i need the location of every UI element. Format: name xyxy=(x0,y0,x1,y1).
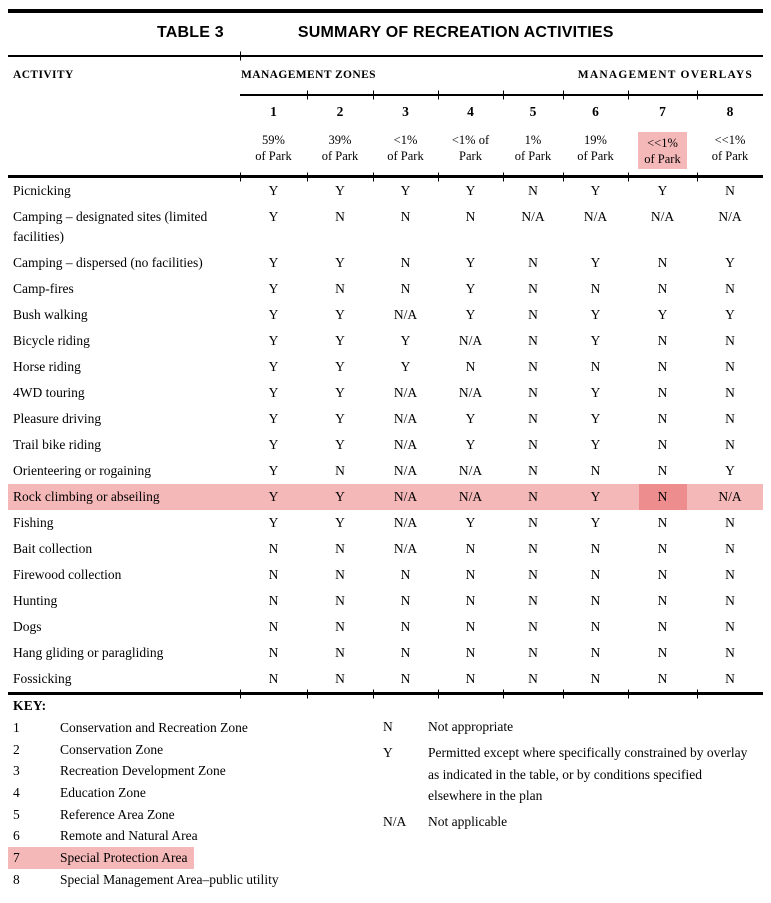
activity-label: Fishing xyxy=(13,515,54,530)
value-cell: N/A xyxy=(393,515,418,530)
activity-label: Hunting xyxy=(13,593,58,608)
value-cell: Y xyxy=(590,515,601,530)
value-cell: N xyxy=(590,463,601,478)
value-cell: N/A xyxy=(718,489,742,504)
value-cell: N xyxy=(335,671,345,686)
value-cell: Y xyxy=(268,307,279,322)
column-tick xyxy=(628,91,629,100)
value-cell: N xyxy=(528,619,538,634)
value-cell: Y xyxy=(590,333,601,348)
value-cell: N xyxy=(528,281,538,296)
key-zone-number: 5 xyxy=(13,806,20,822)
value-cell: N xyxy=(657,671,668,686)
percent-line: of Park xyxy=(321,149,359,163)
management-zones-header: MANAGEMENT ZONES xyxy=(241,69,376,81)
value-cell: N xyxy=(725,183,735,198)
percent-line: <1% of xyxy=(451,133,490,147)
column-tick xyxy=(438,91,439,100)
value-cell: N xyxy=(657,411,668,426)
value-cell: N xyxy=(528,489,538,504)
activity-label: Orienteering or rogaining xyxy=(13,463,151,478)
percent-line: of Park xyxy=(255,149,292,163)
value-cell: N/A xyxy=(393,489,418,504)
column-tick xyxy=(503,91,504,100)
management-overlays-header: MANAGEMENT OVERLAYS xyxy=(577,69,753,81)
percent-text xyxy=(503,132,563,164)
value-cell: N xyxy=(657,619,668,634)
value-cell: N xyxy=(268,567,279,582)
value-cell: Y xyxy=(268,385,279,400)
value-cell: N xyxy=(528,411,538,426)
value-cell: N xyxy=(590,645,601,660)
value-cell: N/A xyxy=(650,209,675,224)
value-cell: N xyxy=(725,515,735,530)
value-cell: N xyxy=(465,645,476,660)
column-tick xyxy=(628,172,629,181)
value-cell: N xyxy=(590,567,601,582)
key-code-item xyxy=(383,811,758,833)
key-zone-number: 7 xyxy=(13,850,20,866)
column-group-headers xyxy=(8,57,763,94)
value-cell: Y xyxy=(590,307,601,322)
percent-line: Park xyxy=(459,149,482,163)
column-tick xyxy=(307,91,308,100)
value-cell: Y xyxy=(465,255,476,270)
value-cell: N/A xyxy=(393,307,418,322)
zone-number-cell: 4 xyxy=(467,104,474,119)
activity-label: Picnicking xyxy=(13,183,71,198)
value-cell: N xyxy=(657,333,668,348)
key-zone-number: 2 xyxy=(13,741,20,757)
value-cell: Y xyxy=(400,183,411,198)
value-cell: N xyxy=(268,619,279,634)
percent-of-park-row xyxy=(8,128,763,175)
value-cell: N xyxy=(657,593,668,608)
value-cell: Y xyxy=(465,411,476,426)
value-cell: N xyxy=(725,437,735,452)
value-cell: N xyxy=(528,307,538,322)
key-zone-label: Conservation Zone xyxy=(60,741,164,757)
table-row xyxy=(8,406,763,432)
value-cell: Y xyxy=(725,463,735,478)
value-cell: N xyxy=(657,645,668,660)
value-cell: Y xyxy=(335,489,345,504)
value-cell: Y xyxy=(657,183,668,198)
activity-label: Firewood collection xyxy=(13,567,122,582)
value-cell: Y xyxy=(657,307,668,322)
value-cell: N xyxy=(528,593,538,608)
percent-line: 39% xyxy=(328,133,352,147)
activity-label: 4WD touring xyxy=(13,385,85,400)
column-tick xyxy=(373,172,374,181)
column-tick xyxy=(563,91,564,100)
value-cell: Y xyxy=(725,255,735,270)
value-cell: N xyxy=(465,671,476,686)
key-zone-label: Education Zone xyxy=(60,785,146,801)
value-cell: N xyxy=(657,567,668,582)
value-cell: Y xyxy=(590,385,601,400)
percent-line: <1% xyxy=(393,133,418,147)
value-cell: N xyxy=(400,209,411,224)
key-zone-item xyxy=(8,804,182,826)
value-cell: N xyxy=(528,183,538,198)
value-cell: N xyxy=(528,437,538,452)
table-caption xyxy=(8,13,763,55)
value-cell: N xyxy=(528,463,538,478)
key-zone-label: Special Protection Area xyxy=(60,850,188,866)
horizontal-rule-top xyxy=(8,9,763,13)
value-cell: N/A xyxy=(393,411,418,426)
value-cell: N xyxy=(335,567,345,582)
activity-label: Bicycle riding xyxy=(13,333,90,348)
activity-label: Camp-fires xyxy=(13,281,74,296)
value-cell: N/A xyxy=(718,209,742,224)
value-cell: Y xyxy=(335,255,345,270)
key-zone-item xyxy=(8,782,153,804)
column-tick xyxy=(307,172,308,181)
table-row xyxy=(8,640,763,666)
value-cell: N/A xyxy=(393,385,418,400)
table-row xyxy=(8,614,763,640)
value-cell: N/A xyxy=(521,209,545,224)
percent-text xyxy=(438,132,503,164)
table-number: TABLE 3 xyxy=(157,24,224,41)
percent-text xyxy=(697,132,763,164)
value-cell: N xyxy=(400,619,411,634)
value-cell: Y xyxy=(268,333,279,348)
value-cell: Y xyxy=(465,515,476,530)
value-cell: Y xyxy=(590,183,601,198)
key-code-definition: Not applicable xyxy=(428,814,508,829)
value-cell: N xyxy=(528,333,538,348)
value-cell: Y xyxy=(590,489,601,504)
column-tick xyxy=(438,172,439,181)
value-cell: Y xyxy=(335,385,345,400)
value-cell: Y xyxy=(725,307,735,322)
percent-text xyxy=(240,132,307,164)
value-cell: N xyxy=(335,463,345,478)
value-cell: N xyxy=(657,437,668,452)
value-cell: N xyxy=(268,593,279,608)
percent-cell xyxy=(697,128,763,175)
value-cell: Y xyxy=(335,437,345,452)
key-zone-item xyxy=(8,869,286,891)
value-cell: N xyxy=(725,645,735,660)
document-page xyxy=(8,9,763,892)
key-code-symbol: N/A xyxy=(383,814,407,829)
value-cell: N xyxy=(465,593,476,608)
value-cell: N xyxy=(335,281,345,296)
zone-number-cell: 5 xyxy=(529,104,537,119)
table-row xyxy=(8,562,763,588)
value-cell: N xyxy=(528,645,538,660)
value-cell: N xyxy=(725,567,735,582)
value-cell: Y xyxy=(465,281,476,296)
value-cell: N xyxy=(590,359,601,374)
value-cell: N xyxy=(335,645,345,660)
percent-line: of Park xyxy=(711,149,749,163)
value-cell: N xyxy=(400,671,411,686)
percent-cell xyxy=(438,128,503,175)
value-cell: N xyxy=(725,359,735,374)
percent-text xyxy=(307,132,373,164)
value-cell: N xyxy=(335,593,345,608)
activity-label: Hang gliding or paragliding xyxy=(13,645,164,660)
table-row xyxy=(8,328,763,354)
value-cell: N xyxy=(725,671,735,686)
value-cell: N xyxy=(590,541,601,556)
highlighted-percent-cell xyxy=(638,132,686,169)
value-cell: Y xyxy=(268,489,279,504)
value-cell: N xyxy=(335,619,345,634)
percent-line: of Park xyxy=(514,149,552,163)
value-cell: N xyxy=(528,385,538,400)
value-cell: Y xyxy=(268,437,279,452)
activity-label: Camping – dispersed (no facilities) xyxy=(13,255,203,270)
value-cell: N xyxy=(725,281,735,296)
table-row xyxy=(8,666,763,692)
zone-number-cell: 6 xyxy=(592,104,599,119)
table-row xyxy=(8,432,763,458)
value-cell: Y xyxy=(590,411,601,426)
key-codes-list xyxy=(383,716,758,837)
value-cell: N xyxy=(465,541,476,556)
table-row xyxy=(8,178,763,204)
value-cell: Y xyxy=(335,411,345,426)
table-row xyxy=(8,458,763,484)
value-cell: N xyxy=(465,567,476,582)
value-cell: N/A xyxy=(458,333,483,348)
value-cell: N xyxy=(335,541,345,556)
table-row xyxy=(8,484,763,510)
zone-number-cell: 8 xyxy=(726,104,734,119)
activity-label: Pleasure driving xyxy=(13,411,102,426)
percent-line: of Park xyxy=(387,149,424,163)
key-zone-item xyxy=(8,760,233,782)
value-cell: N xyxy=(528,541,538,556)
value-cell: N xyxy=(725,411,735,426)
value-cell: N xyxy=(465,619,476,634)
spacer-cell xyxy=(8,96,240,128)
value-cell xyxy=(628,484,697,510)
value-cell: Y xyxy=(268,209,279,224)
value-cell: N xyxy=(335,209,345,224)
value-cell: Y xyxy=(465,307,476,322)
value-cell: N xyxy=(657,385,668,400)
activity-label: Bait collection xyxy=(13,541,93,556)
table-row xyxy=(8,380,763,406)
key-zone-number: 4 xyxy=(13,785,20,801)
value-cell: Y xyxy=(465,437,476,452)
percent-cell xyxy=(307,128,373,175)
value-cell: Y xyxy=(335,515,345,530)
value-cell: N xyxy=(268,645,279,660)
activity-label: Horse riding xyxy=(13,359,81,374)
value-cell: N xyxy=(590,619,601,634)
column-tick xyxy=(697,172,698,181)
key-code-symbol: Y xyxy=(383,745,393,760)
value-cell: N xyxy=(400,645,411,660)
highlighted-value-cell: N xyxy=(639,484,687,510)
key-zone-number: 3 xyxy=(13,763,20,779)
column-tick xyxy=(563,172,564,181)
activity-label: Dogs xyxy=(13,619,42,634)
value-cell: Y xyxy=(400,359,411,374)
zone-number-cell: 2 xyxy=(336,104,344,119)
activity-label: Rock climbing or abseiling xyxy=(13,489,160,504)
key-zone-item xyxy=(8,717,255,739)
value-cell: N xyxy=(725,333,735,348)
percent-cell xyxy=(240,128,307,175)
value-cell: N xyxy=(657,541,668,556)
zone-number-cell: 1 xyxy=(270,104,277,119)
key-zone-label: Remote and Natural Area xyxy=(60,828,198,844)
value-cell: N xyxy=(657,463,668,478)
page-title: SUMMARY OF RECREATION ACTIVITIES xyxy=(297,24,614,41)
value-cell: N xyxy=(400,567,411,582)
activity-column-header: ACTIVITY xyxy=(13,69,74,81)
percent-line: 19% xyxy=(584,133,607,147)
value-cell: N xyxy=(657,281,668,296)
value-cell: Y xyxy=(590,255,601,270)
value-cell: Y xyxy=(590,437,601,452)
percent-text xyxy=(563,132,628,164)
percent-line: 1% xyxy=(524,133,542,147)
activity-label: Camping – designated sites (limited facilities) xyxy=(13,209,208,244)
value-cell: N xyxy=(400,593,411,608)
table-row xyxy=(8,276,763,302)
value-cell: N xyxy=(528,671,538,686)
activity-label: Bush walking xyxy=(13,307,88,322)
activity-label: Trail bike riding xyxy=(13,437,102,452)
column-tick xyxy=(697,91,698,100)
value-cell: N xyxy=(528,515,538,530)
value-cell: N xyxy=(465,209,476,224)
percent-cell xyxy=(373,128,438,175)
activity-label: Fossicking xyxy=(13,671,72,686)
table-row xyxy=(8,250,763,276)
table-row xyxy=(8,510,763,536)
table-row xyxy=(8,536,763,562)
value-cell: N/A xyxy=(458,385,483,400)
key-zone-label: Reference Area Zone xyxy=(60,806,175,822)
value-cell: N/A xyxy=(583,209,608,224)
value-cell: Y xyxy=(268,411,279,426)
column-tick xyxy=(373,91,374,100)
value-cell: N xyxy=(400,255,411,270)
percent-cell xyxy=(628,128,697,175)
percent-line: <<1% xyxy=(714,133,746,147)
percent-line: 59% xyxy=(262,133,285,147)
zone-numbers-row xyxy=(8,96,763,128)
key-zone-label: Conservation and Recreation Zone xyxy=(60,720,248,735)
value-cell: N xyxy=(400,281,411,296)
value-cell: Y xyxy=(465,183,476,198)
table-row xyxy=(8,204,763,250)
key-section xyxy=(8,695,763,892)
key-zone-number: 1 xyxy=(13,720,20,735)
key-zone-item xyxy=(8,825,205,847)
value-cell: N xyxy=(590,671,601,686)
value-cell: N/A xyxy=(458,489,483,504)
value-cell: N/A xyxy=(458,463,483,478)
table-row xyxy=(8,354,763,380)
value-cell: N xyxy=(528,255,538,270)
percent-cell xyxy=(503,128,563,175)
value-cell: N xyxy=(268,671,279,686)
value-cell: Y xyxy=(268,463,279,478)
key-zone-label: Recreation Development Zone xyxy=(60,763,226,779)
value-cell: N xyxy=(590,281,601,296)
value-cell: Y xyxy=(268,255,279,270)
key-code-item xyxy=(383,716,758,738)
percent-text xyxy=(373,132,438,164)
value-cell: N xyxy=(725,385,735,400)
activity-table-body xyxy=(8,178,763,692)
value-cell: N/A xyxy=(393,437,418,452)
key-code-item xyxy=(383,742,758,807)
percent-cell xyxy=(563,128,628,175)
value-cell: N xyxy=(657,255,668,270)
key-zone-label: Special Management Area–public utility xyxy=(60,871,279,887)
value-cell: N xyxy=(657,359,668,374)
value-cell: N xyxy=(590,593,601,608)
value-cell: Y xyxy=(400,333,411,348)
value-cell: N xyxy=(657,515,668,530)
horizontal-rule xyxy=(8,175,763,178)
value-cell: N/A xyxy=(393,541,418,556)
percent-line: of Park xyxy=(577,149,614,163)
value-cell: N xyxy=(465,359,476,374)
value-cell: N xyxy=(725,593,735,608)
value-cell: N xyxy=(528,359,538,374)
value-cell: N xyxy=(725,541,735,556)
zone-number-cell: 3 xyxy=(402,104,409,119)
column-tick xyxy=(240,172,241,181)
key-zone-number: 6 xyxy=(13,828,20,844)
value-cell: Y xyxy=(335,183,345,198)
value-cell: Y xyxy=(335,307,345,322)
table-row xyxy=(8,588,763,614)
column-tick xyxy=(503,172,504,181)
value-cell: Y xyxy=(335,359,345,374)
zone-number-cell: 7 xyxy=(659,104,666,119)
value-cell: Y xyxy=(268,183,279,198)
value-cell: Y xyxy=(268,281,279,296)
key-zone-item xyxy=(8,847,194,869)
value-cell: N xyxy=(268,541,279,556)
value-cell: N xyxy=(528,567,538,582)
value-cell: N xyxy=(725,619,735,634)
horizontal-rule-subheader xyxy=(240,94,763,96)
spacer-cell xyxy=(8,128,240,175)
percent-line: of Park xyxy=(644,152,681,166)
key-title: KEY: xyxy=(13,698,47,713)
value-cell: Y xyxy=(268,359,279,374)
value-cell: N/A xyxy=(393,463,418,478)
key-code-definition: Permitted except where specifically constrained by overlay as indicated in the table, or by conditions specified elsewhere in the plan xyxy=(428,745,748,803)
percent-line: <<1% xyxy=(647,136,678,150)
table-row xyxy=(8,302,763,328)
key-zone-number: 8 xyxy=(13,871,20,887)
key-zone-item xyxy=(8,739,170,761)
key-code-symbol: N xyxy=(383,719,393,734)
value-cell: Y xyxy=(268,515,279,530)
key-code-definition: Not appropriate xyxy=(428,719,514,734)
value-cell: Y xyxy=(335,333,345,348)
